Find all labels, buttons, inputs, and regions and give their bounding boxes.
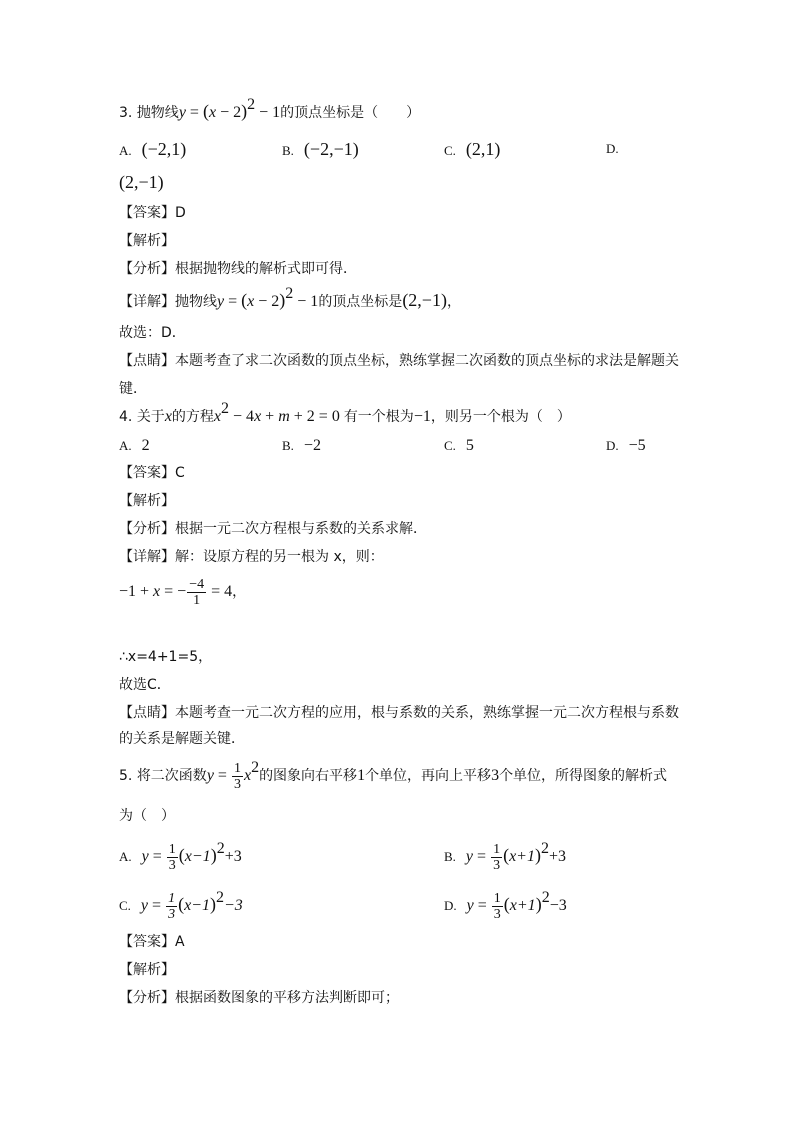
q3-number: 3.	[119, 105, 133, 121]
q3-choice: 故选：D．	[119, 325, 186, 341]
q3-xiangjie: 【详解】抛物线$y = (x - 2)^2 - 1$的顶点坐标是(2,−1)，	[119, 285, 461, 310]
q4-fenxi: 【分析】根据一元二次方程根与系数的关系求解．	[119, 521, 427, 537]
q5-option-c: C. y = $\frac{1}{3}$ $(x-1)^2-3$	[119, 889, 243, 922]
q3-stem-lead: 抛物线	[136, 105, 179, 121]
q3-stem-tail: 的顶点坐标是（ ）	[280, 105, 421, 121]
q3-option-d-value: (2,−1)	[119, 172, 164, 192]
q4-calculation: −1 + x = − $\frac{-4}{1}$ = 4，	[119, 576, 247, 608]
q5-answer: 【答案】A	[119, 934, 185, 950]
q3-dianjing: 【点睛】本题考查了求二次函数的顶点坐标，熟练掌握二次函数的顶点坐标的求法是解题关	[119, 353, 679, 369]
q4-option-b: B. −2	[282, 437, 321, 454]
q3-option-d-label: D.	[606, 141, 619, 156]
q3-formula: y	[178, 104, 186, 121]
q4-fraction: $\frac{-4}{1}$	[189, 576, 205, 608]
q4-dianjing: 【点睛】本题考查一元二次方程的应用，根与系数的关系，熟练掌握一元二次方程根与系数	[119, 705, 679, 721]
q4-choice: 故选C．	[119, 677, 171, 693]
q5-option-d: D. y = $\frac{1}{3}$ $(x+1)^2-3$	[444, 889, 567, 922]
q3-fenxi: 【分析】根据抛物线的解析式即可得．	[119, 261, 357, 277]
q4-analysis-tag: 【解析】	[119, 493, 175, 509]
q5-stem-cont: 为（ ）	[119, 808, 175, 824]
q4-option-a: A. 2	[119, 437, 150, 454]
q4-option-c: C. 5	[444, 437, 474, 454]
q3-analysis-tag: 【解析】	[119, 233, 175, 249]
q3-option-a: A. (−2,1)	[119, 139, 187, 159]
q4-answer: 【答案】C	[119, 465, 185, 481]
q5-analysis-tag: 【解析】	[119, 962, 175, 978]
q4-option-d: D. −5	[606, 437, 646, 454]
q5-fenxi: 【分析】根据函数图象的平移方法判断即可；	[119, 990, 399, 1006]
q3-dianjing-cont: 键．	[119, 381, 147, 397]
q5-option-a: A. y = $\frac{1}{3}$ $(x-1)^2+3$	[119, 840, 242, 873]
q3-option-c: C. (2,1)	[444, 139, 501, 159]
q4-xiangjie: 【详解】解：设原方程的另一根为 x，则：	[119, 549, 384, 565]
q5-stem: 5. 将二次函数y = $\frac{1}{3}$ $x^2$的图象向右平移1个单位，再向上平移3个单位，所得图象的解析式	[119, 759, 668, 792]
q3-answer: 【答案】D	[119, 205, 186, 221]
q4-dianjing-cont: 的关系是解题关键．	[119, 731, 245, 747]
q4-stem: 4. 关于x的方程$x^2 - 4x + m + 2 = 0$ 有一个根为−1，则另一个根为（ ）	[119, 400, 571, 425]
q5-option-b: B. y = $\frac{1}{3}$ $(x+1)^2+3$	[444, 840, 566, 873]
q3-option-b: B. (−2,−1)	[282, 139, 359, 159]
q3-stem: 3. 抛物线$y = (x - 2)^2 - 1$的顶点坐标是（ ）	[119, 96, 421, 121]
q4-therefore: ∴x=4+1=5，	[119, 649, 213, 665]
